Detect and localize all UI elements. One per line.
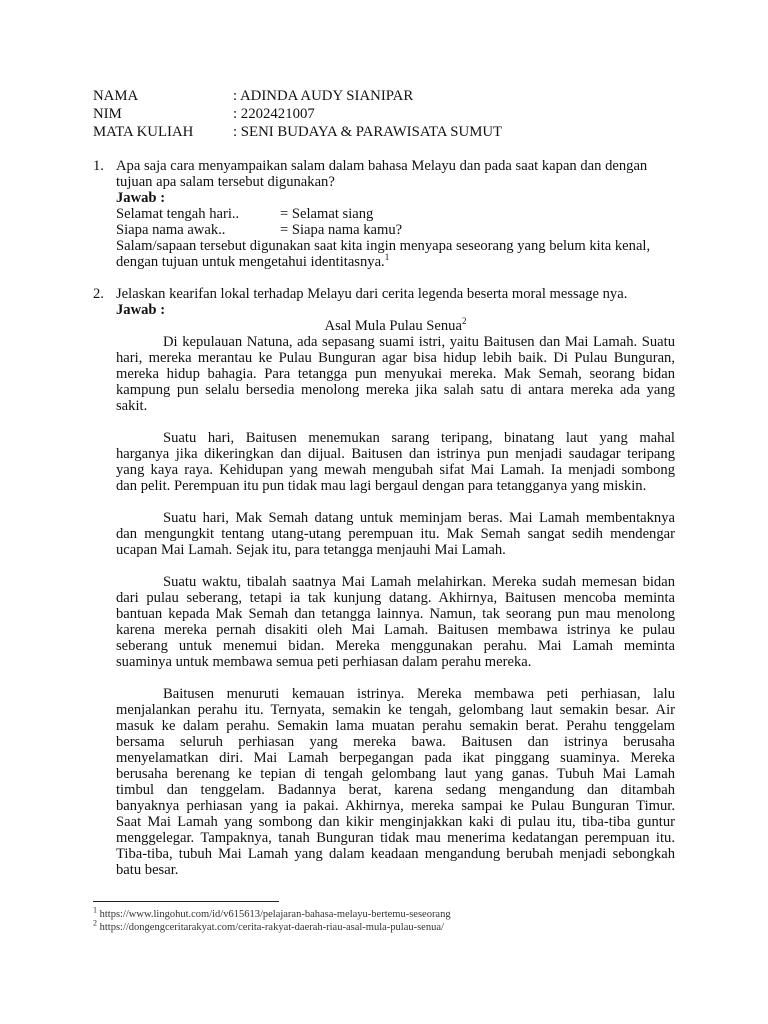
story-line: Suatu waktu, tibalah saatnya Mai Lamah melahirkan. Mereka sudah memesan bidan [163,574,675,590]
identity-row-mata-kuliah [93,123,693,141]
answer-label: Jawab : [116,302,166,318]
question-number: 1. [93,158,104,174]
footnote-ref: 1 [384,252,390,263]
answer-text: Salam/sapaan tersebut digunakan saat kita ingin menyapa seseorang yang belum kita kenal, [116,238,651,254]
identity-value: : ADINDA AUDY SIANIPAR [233,88,414,104]
identity-key: NIM [93,106,122,122]
question-number: 2. [93,286,104,302]
story-title-text: Asal Mula Pulau Senua [324,318,462,334]
story-line: berusaha berenang ke tepian di tengah gelombang laut yang ganas. Tubuh Mai Lamah [116,766,675,782]
story-line: seberang untuk menemui bidan. Mereka menggunakan perahu. Mai Lamah meminta [116,638,675,654]
question-1-body [116,158,675,270]
story-line: batu besar. [116,862,179,878]
question-text: Apa saja cara menyampaikan salam dalam bahasa Melayu dan pada saat kapan dan dengan [116,158,648,174]
identity-value: : SENI BUDAYA & PARAWISATA SUMUT [233,124,503,140]
story-line: yang kaya raya. Kehidupan yang mewah mengubah sifat Mai Lamah. Ia menjadi sombong [116,462,675,478]
story-line: menjalankan perahu itu. Ternyata, semakin ke tengah, gelombang laut semakin besar. Air [116,702,675,718]
story-line: masuk ke dalam perahu. Semakin lama muatan perahu semakin berat. Perahu tenggelam [116,718,675,734]
footnote-1 [93,905,451,921]
story-line: ucapan Mai Lamah. Sejak itu, para tetangga menjauhi Mai Lamah. [116,542,506,558]
story-line: Saat Mai Lamah yang sombong dan kikir menginjakkan kaki di pulau itu, tiba-tiba guntur [116,814,675,830]
footnote-ref: 2 [461,316,467,327]
story-line: bersama seluruh perhiasan yang mereka bawa. Baitusen dan istrinya berusaha [116,734,675,750]
footnote-link[interactable]: https://www.lingohut.com/id/v615613/pelajaran-bahasa-melayu-bertemu-seseorang [97,909,451,920]
story-line: harganya jika dikeringkan dan dijual. Baitusen dan istrinya pun menjadi saudagar teripang [116,446,675,462]
story-line: karena mereka pernah disakiti oleh Mai Lamah. Baitusen membawa istrinya ke pulau [116,622,675,638]
story-line: dari pulau seberang, tetapi ia tak kunjung datang. Akhirnya, Baitusen mencoba meminta [116,590,675,606]
story-line: hari, mereka merantau ke Pulau Bunguran agar bisa hidup lebih baik. Di Pulau Bunguran, [116,350,675,366]
greeting-pair [116,206,675,222]
footnote-mark: 2 [93,918,97,928]
story-line: timbul dan tenggelam. Badannya berat, karena sedang mengandung dan ditambah [116,782,675,798]
answer-label: Jawab : [116,190,166,206]
story-line: menyelamatkan diri. Mai Lamah berpegangan pada ikat pinggang suaminya. Mereka [116,750,675,766]
story-paragraph [116,686,675,878]
story-line: sakit. [116,398,148,414]
greeting-melayu: Siapa nama awak.. [116,222,226,238]
identity-block [93,87,693,141]
story-line: banyaknya perhiasan yang ia pakai. Akhirnya, mereka sampai ke Pulau Bunguran Timur. [116,798,675,814]
story-line: Di kepulauan Natuna, ada sepasang suami istri, yaitu Baitusen dan Mai Lamah. Suatu [163,334,675,350]
story-line: dan mengungkit tentang utang-utang perempuan itu. Mak Semah sangat sedih mendengar [116,526,675,542]
footnote-link[interactable]: https://dongengceritarakyat.com/cerita-rakyat-daerah-riau-asal-mula-pulau-senua/ [97,922,444,933]
greeting-melayu: Selamat tengah hari.. [116,206,240,222]
story-paragraph [116,574,675,670]
story-line: mereka hidup bahagia. Para tetangga pun menyukai mereka. Mak Semah, seorang bidan [116,366,675,382]
greeting-meaning: = Selamat siang [280,206,374,222]
footnote-2 [93,918,444,934]
identity-row-nim [93,105,693,123]
story-paragraph [116,334,675,414]
greeting-meaning: = Siapa nama kamu? [280,222,403,238]
story-line: suaminya untuk membawa semua peti perhiasan dalam perahu mereka. [116,654,532,670]
story-line: dan pelit. Perempuan itu pun tidak mau lagi bergaul dengan para tetangganya yang miskin. [116,478,647,494]
footnote-separator [93,901,279,902]
story-paragraph [116,510,675,558]
footnote-mark: 1 [93,905,97,915]
identity-row-nama [93,87,693,105]
identity-value: : 2202421007 [233,106,315,122]
story-line: Baitusen menuruti kemauan istrinya. Mereka membawa peti perhiasan, lalu [163,686,675,702]
question-text: tujuan apa salam tersebut digunakan? [116,174,335,190]
question-2-body [116,286,675,878]
story-line: kampung pun selalu bersedia menolong mereka jika salah satu di antara mereka ada yang [116,382,675,398]
story-line: menggelegar. Tampaknya, tanah Bunguran tidak mau menerima kedatangan perempuan itu. [116,830,675,846]
story-line: Suatu hari, Mak Semah datang untuk meminjam beras. Mai Lamah membentaknya [163,510,675,526]
answer-text [116,254,675,270]
identity-key: NAMA [93,88,139,104]
answer-text-part: dengan tujuan untuk mengetahui identitasnya. [116,254,385,270]
identity-key: MATA KULIAH [93,124,194,140]
story-line: Tiba-tiba, tubuh Mai Lamah yang dalam keadaan mengandung berubah menjadi sebongkah [116,846,675,862]
story-line: bantuan kepada Mak Semah dan tetangga lainnya. Namun, tak seorang pun mau menolong [116,606,675,622]
greeting-pair [116,222,675,238]
question-text: Jelaskan kearifan lokal terhadap Melayu dari cerita legenda beserta moral message nya. [116,286,628,302]
story-paragraph [116,430,675,494]
story-title [116,318,675,334]
story-line: Suatu hari, Baitusen menemukan sarang teripang, binatang laut yang mahal [163,430,675,446]
